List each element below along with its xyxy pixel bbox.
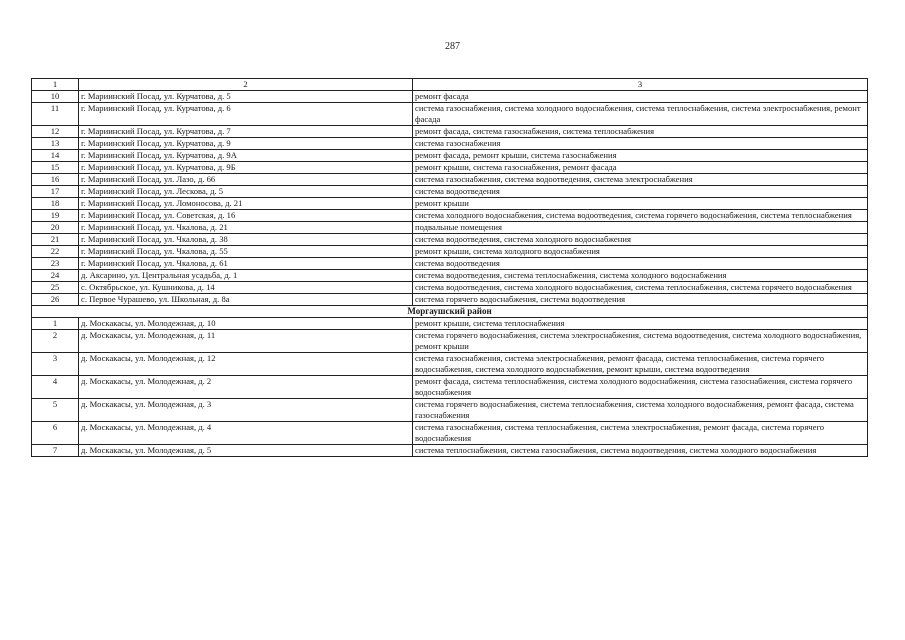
table-row bbox=[32, 91, 868, 103]
row-number: 24 bbox=[32, 270, 79, 282]
row-number: 21 bbox=[32, 234, 79, 246]
row-number: 15 bbox=[32, 162, 79, 174]
row-works: ремонт крыши, система теплоснабжения bbox=[413, 318, 868, 330]
row-works: ремонт фасада bbox=[413, 91, 868, 103]
row-works: система горячего водоснабжения, система электроснабжения, система водоотведения, система холодного водоснабжения, ремонт крыши bbox=[413, 330, 868, 353]
row-works: система теплоснабжения, система газоснабжения, система водоотведения, система холодного водоснабжения bbox=[413, 445, 868, 457]
row-address: г. Мариинский Посад, ул. Лескова, д. 5 bbox=[79, 186, 413, 198]
table-row bbox=[32, 103, 868, 126]
row-number: 3 bbox=[32, 353, 79, 376]
row-works: система газоснабжения, система теплоснабжения, система электроснабжения, ремонт фасада, система горячего водоснабжения bbox=[413, 422, 868, 445]
row-address: г. Мариинский Посад, ул. Чкалова, д. 61 bbox=[79, 258, 413, 270]
row-works: ремонт крыши, система холодного водоснабжения bbox=[413, 246, 868, 258]
row-address: г. Мариинский Посад, ул. Чкалова, д. 38 bbox=[79, 234, 413, 246]
row-works: система водоотведения bbox=[413, 258, 868, 270]
table-row bbox=[32, 198, 868, 210]
row-works: система газоснабжения, система электроснабжения, ремонт фасада, система теплоснабжения, система горячего водоснабжения, система холодного водоснабжения, ремонт крыши, система водоотведения bbox=[413, 353, 868, 376]
row-address: г. Мариинский Посад, ул. Курчатова, д. 5 bbox=[79, 91, 413, 103]
table-row bbox=[32, 138, 868, 150]
row-address: д. Москакасы, ул. Молодежная, д. 11 bbox=[79, 330, 413, 353]
row-address: г. Мариинский Посад, ул. Чкалова, д. 21 bbox=[79, 222, 413, 234]
row-address: с. Октябрьское, ул. Кушникова, д. 14 bbox=[79, 282, 413, 294]
column-number-3: 3 bbox=[413, 79, 868, 91]
row-address: д. Москакасы, ул. Молодежная, д. 2 bbox=[79, 376, 413, 399]
row-number: 19 bbox=[32, 210, 79, 222]
table-row bbox=[32, 150, 868, 162]
row-number: 5 bbox=[32, 399, 79, 422]
row-works: ремонт фасада, ремонт крыши, система газоснабжения bbox=[413, 150, 868, 162]
column-number-1: 1 bbox=[32, 79, 79, 91]
table-row bbox=[32, 318, 868, 330]
table-row bbox=[32, 270, 868, 282]
column-number-2: 2 bbox=[79, 79, 413, 91]
row-address: г. Мариинский Посад, ул. Ломоносова, д. 21 bbox=[79, 198, 413, 210]
table-row bbox=[32, 376, 868, 399]
row-works: ремонт фасада, система теплоснабжения, система холодного водоснабжения, система газоснабжения, система горячего водоснабжения bbox=[413, 376, 868, 399]
table-row bbox=[32, 330, 868, 353]
row-number: 25 bbox=[32, 282, 79, 294]
row-number: 10 bbox=[32, 91, 79, 103]
table-row bbox=[32, 258, 868, 270]
row-works: система водоотведения, система холодного водоснабжения bbox=[413, 234, 868, 246]
row-works: ремонт фасада, система газоснабжения, система теплоснабжения bbox=[413, 126, 868, 138]
row-number: 13 bbox=[32, 138, 79, 150]
row-address: г. Мариинский Посад, ул. Советская, д. 16 bbox=[79, 210, 413, 222]
table-row bbox=[32, 246, 868, 258]
row-number: 4 bbox=[32, 376, 79, 399]
table-row bbox=[32, 282, 868, 294]
row-address: г. Мариинский Посад, ул. Лазо, д. 66 bbox=[79, 174, 413, 186]
table-row bbox=[32, 445, 868, 457]
row-works: ремонт крыши, система газоснабжения, ремонт фасада bbox=[413, 162, 868, 174]
works-table bbox=[31, 78, 868, 457]
row-number: 16 bbox=[32, 174, 79, 186]
row-works: система холодного водоснабжения, система водоотведения, система горячего водоснабжения, система теплоснабжения bbox=[413, 210, 868, 222]
row-number: 1 bbox=[32, 318, 79, 330]
table-body bbox=[32, 79, 868, 457]
row-works: система горячего водоснабжения, система водоотведения bbox=[413, 294, 868, 306]
row-address: г. Мариинский Посад, ул. Курчатова, д. 9Б bbox=[79, 162, 413, 174]
row-address: д. Москакасы, ул. Молодежная, д. 4 bbox=[79, 422, 413, 445]
row-number: 17 bbox=[32, 186, 79, 198]
row-address: д. Аксарино, ул. Центральная усадьба, д. 1 bbox=[79, 270, 413, 282]
row-number: 18 bbox=[32, 198, 79, 210]
row-works: система водоотведения bbox=[413, 186, 868, 198]
row-works: система водоотведения, система теплоснабжения, система холодного водоснабжения bbox=[413, 270, 868, 282]
row-works: подвальные помещения bbox=[413, 222, 868, 234]
table-row bbox=[32, 353, 868, 376]
section-header-row bbox=[32, 306, 868, 318]
page-number: 287 bbox=[445, 41, 460, 52]
row-address: д. Москакасы, ул. Молодежная, д. 3 bbox=[79, 399, 413, 422]
table-header-row bbox=[32, 79, 868, 91]
row-address: г. Мариинский Посад, ул. Курчатова, д. 9А bbox=[79, 150, 413, 162]
section-title: Моргаушский район bbox=[32, 306, 868, 318]
row-works: ремонт крыши bbox=[413, 198, 868, 210]
table-row bbox=[32, 294, 868, 306]
row-number: 6 bbox=[32, 422, 79, 445]
row-number: 20 bbox=[32, 222, 79, 234]
table-row bbox=[32, 399, 868, 422]
row-works: система горячего водоснабжения, система теплоснабжения, система холодного водоснабжения, ремонт фасада, система газоснабжения bbox=[413, 399, 868, 422]
row-address: д. Москакасы, ул. Молодежная, д. 10 bbox=[79, 318, 413, 330]
row-works: система газоснабжения bbox=[413, 138, 868, 150]
row-number: 2 bbox=[32, 330, 79, 353]
row-address: с. Первое Чурашево, ул. Школьная, д. 8а bbox=[79, 294, 413, 306]
table-row bbox=[32, 234, 868, 246]
row-works: система газоснабжения, система холодного водоснабжения, система теплоснабжения, система электроснабжения, ремонт фасада bbox=[413, 103, 868, 126]
table-row bbox=[32, 422, 868, 445]
row-number: 12 bbox=[32, 126, 79, 138]
row-number: 11 bbox=[32, 103, 79, 126]
table-row bbox=[32, 222, 868, 234]
table-row bbox=[32, 186, 868, 198]
row-number: 22 bbox=[32, 246, 79, 258]
row-number: 26 bbox=[32, 294, 79, 306]
row-address: г. Мариинский Посад, ул. Чкалова, д. 55 bbox=[79, 246, 413, 258]
row-address: д. Москакасы, ул. Молодежная, д. 12 bbox=[79, 353, 413, 376]
table-row bbox=[32, 174, 868, 186]
row-address: д. Москакасы, ул. Молодежная, д. 5 bbox=[79, 445, 413, 457]
table-row bbox=[32, 210, 868, 222]
row-number: 23 bbox=[32, 258, 79, 270]
row-address: г. Мариинский Посад, ул. Курчатова, д. 9 bbox=[79, 138, 413, 150]
row-number: 14 bbox=[32, 150, 79, 162]
table-row bbox=[32, 126, 868, 138]
row-address: г. Мариинский Посад, ул. Курчатова, д. 7 bbox=[79, 126, 413, 138]
table-row bbox=[32, 162, 868, 174]
row-works: система газоснабжения, система водоотведения, система электроснабжения bbox=[413, 174, 868, 186]
row-works: система водоотведения, система холодного водоснабжения, система теплоснабжения, система горячего водоснабжения bbox=[413, 282, 868, 294]
row-number: 7 bbox=[32, 445, 79, 457]
row-address: г. Мариинский Посад, ул. Курчатова, д. 6 bbox=[79, 103, 413, 126]
